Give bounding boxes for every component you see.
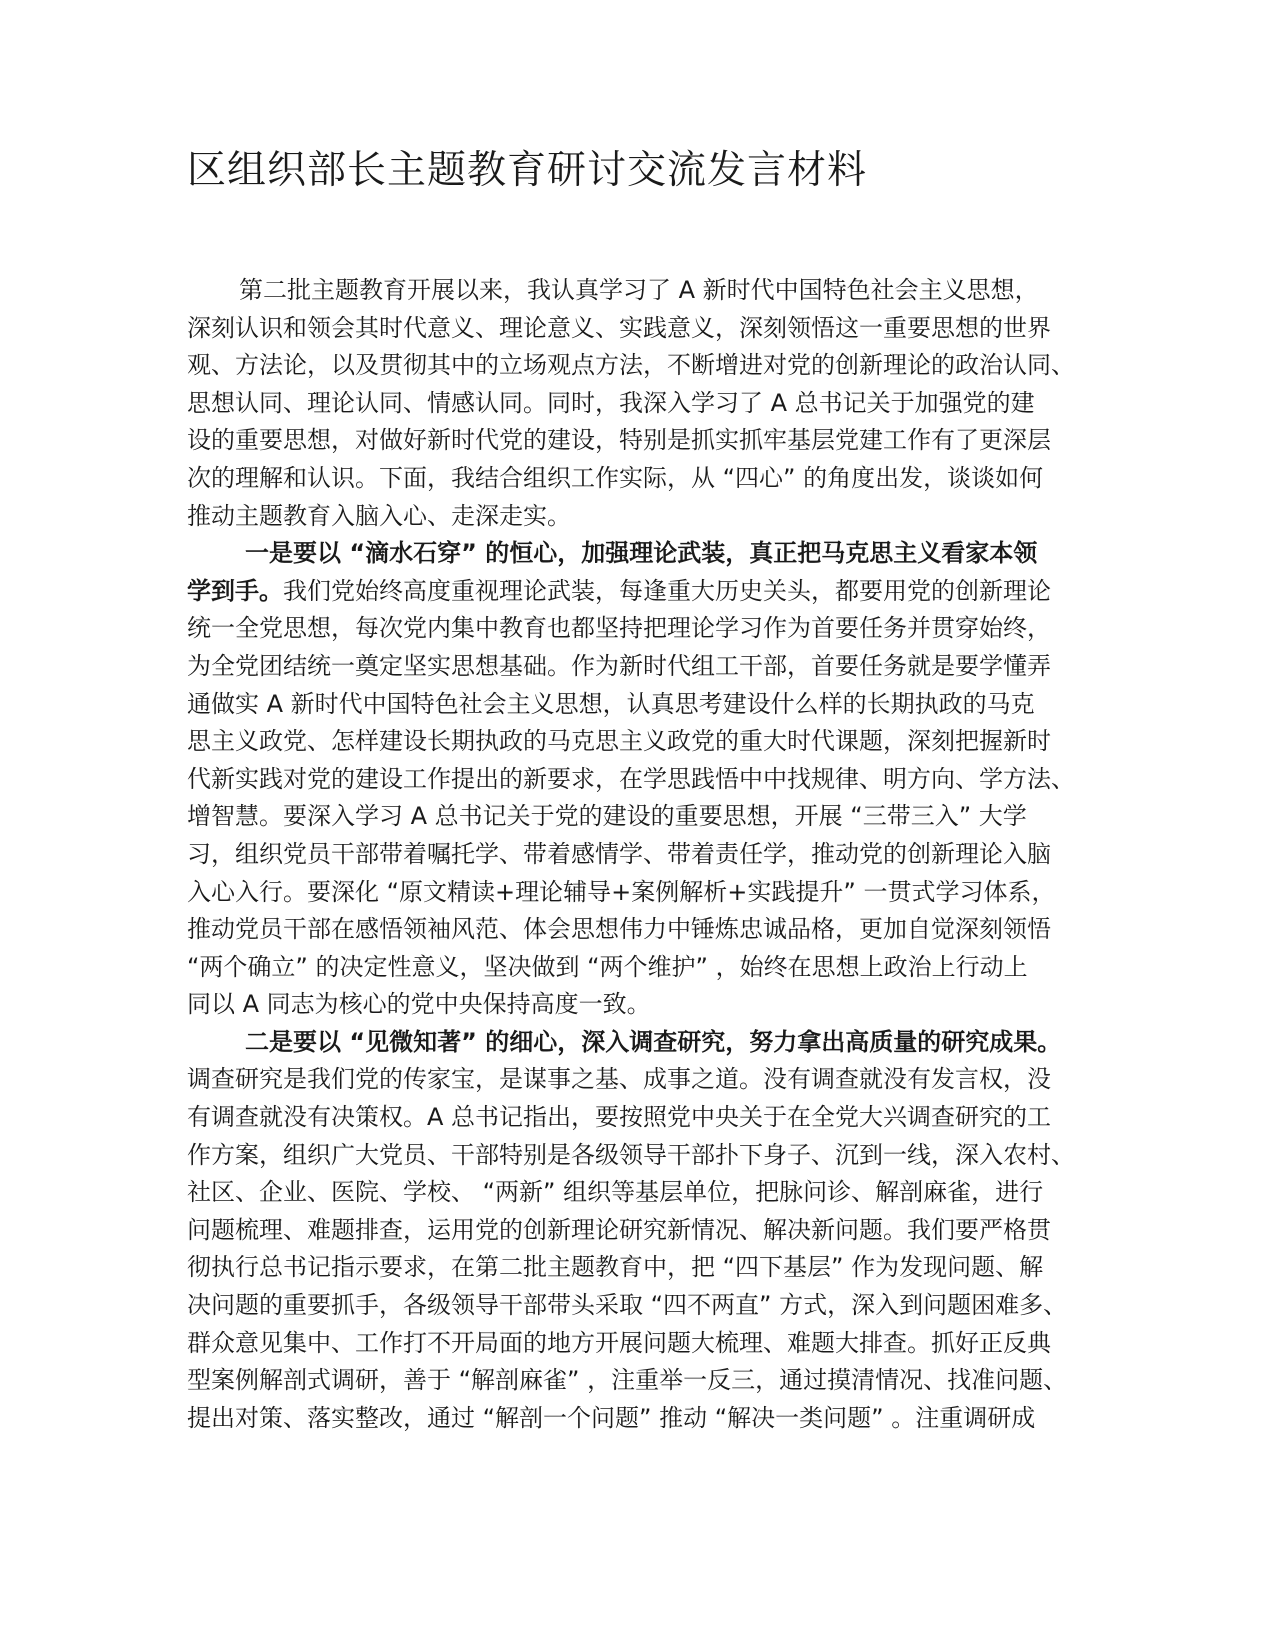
paragraph-line: 调查研究是我们党的传家宝，是谋事之基、成事之道。没有调查就没有发言权，没 (187, 1065, 1051, 1094)
document-body (187, 272, 1107, 1437)
section-heading-2: 二是要以 “见微知著” 的细心，深入调查研究，努力拿出高质量的研究成果。 (245, 1027, 1062, 1056)
paragraph-line: 代新实践对党的建设工作提出的新要求，在学思践悟中中找规律、明方向、学方法、 (187, 764, 1075, 793)
paragraph-line: 群众意见集中、工作打不开局面的地方开展问题大梳理、难题大排查。抓好正反典 (187, 1328, 1051, 1357)
paragraph-line: 习，组织党员干部带着嘱托学、带着感情学、带着责任学，推动党的创新理论入脑 (187, 839, 1051, 868)
paragraph-line: 入心入行。要深化 “原文精读+理论辅导+案例解析+实践提升” 一贯式学习体系， (187, 877, 1056, 906)
paragraph-line: 思主义政党、怎样建设长期执政的马克思主义政党的重大时代课题，深刻把握新时 (187, 727, 1051, 756)
paragraph-line: 次的理解和认识。下面，我结合组织工作实际，从 “四心” 的角度出发，谈谈如何 (187, 463, 1044, 492)
paragraph-line: 第二批主题教育开展以来，我认真学习了 A 新时代中国特色社会主义思想， (239, 276, 1039, 304)
paragraph-line: 同以 A 同志为核心的党中央保持高度一致。 (187, 990, 651, 1019)
paragraph-line: 提出对策、落实整改，通过 “解剖一个问题” 推动 “解决一类问题” 。注重调研成 (187, 1403, 1036, 1432)
paragraph-line: 设的重要思想，对做好新时代党的建设，特别是抓实抓牢基层党建工作有了更深层 (187, 426, 1051, 455)
paragraph-line: 为全党团结统一奠定坚实思想基础。作为新时代组工干部，首要任务就是要学懂弄 (187, 651, 1051, 680)
paragraph-line: 观、方法论，以及贯彻其中的立场观点方法，不断增进对党的创新理论的政治认同、 (187, 351, 1075, 380)
paragraph-line: 深刻认识和领会其时代意义、理论意义、实践意义，深刻领悟这一重要思想的世界 (187, 313, 1051, 342)
section-heading-1-end: 学到手。 (187, 576, 283, 605)
paragraph-line (187, 573, 1107, 611)
paragraph-line: 增智慧。要深入学习 A 总书记关于党的建设的重要思想，开展 “三带三入” 大学 (187, 802, 1027, 831)
paragraph-line: 作方案，组织广大党员、干部特别是各级领导干部扑下身子、沉到一线，深入农村、 (187, 1140, 1075, 1169)
paragraph-line: 彻执行总书记指示要求，在第二批主题教育中，把 “四下基层” 作为发现问题、解 (187, 1253, 1044, 1282)
paragraph-line: 决问题的重要抓手，各级领导干部带头采取 “四不两直” 方式，深入到问题困难多、 (187, 1291, 1068, 1320)
paragraph-line: 有调查就没有决策权。A 总书记指出，要按照党中央关于在全党大兴调查研究的工 (187, 1103, 1052, 1132)
paragraph-line: “两个确立” 的决定性意义，坚决做到 “两个维护” ，始终在思想上政治上行动上 (187, 952, 1028, 981)
paragraph-line: 社区、企业、医院、学校、 “两新” 组织等基层单位，把脉问诊、解剖麻雀，进行 (187, 1178, 1044, 1207)
paragraph-line: 推动主题教育入脑入心、走深走实。 (187, 501, 571, 530)
paragraph-line: 问题梳理、难题排查，运用党的创新理论研究新情况、解决新问题。我们要严格贯 (187, 1215, 1051, 1244)
paragraph-line-text: 我们党始终高度重视理论武装，每逢重大历史关头，都要用党的创新理论 (283, 576, 1051, 605)
paragraph-line: 型案例解剖式调研，善于 “解剖麻雀” ，注重举一反三，通过摸清情况、找准问题、 (187, 1366, 1068, 1395)
section-heading-1: 一是要以 “滴水石穿” 的恒心，加强理论武装，真正把马克思主义看家本领 (245, 539, 1038, 568)
paragraph-line: 思想认同、理论认同、情感认同。同时，我深入学习了 A 总书记关于加强党的建 (187, 388, 1035, 417)
document-title: 区组织部长主题教育研讨交流发言材料 (187, 148, 868, 193)
paragraph-line: 统一全党思想，每次党内集中教育也都坚持把理论学习作为首要任务并贯穿始终， (187, 614, 1051, 643)
paragraph-line: 通做实 A 新时代中国特色社会主义思想，认真思考建设什么样的长期执政的马克 (187, 689, 1035, 718)
paragraph-line: 推动党员干部在感悟领袖风范、体会思想伟力中锤炼忠诚品格，更加自觉深刻领悟 (187, 915, 1051, 944)
